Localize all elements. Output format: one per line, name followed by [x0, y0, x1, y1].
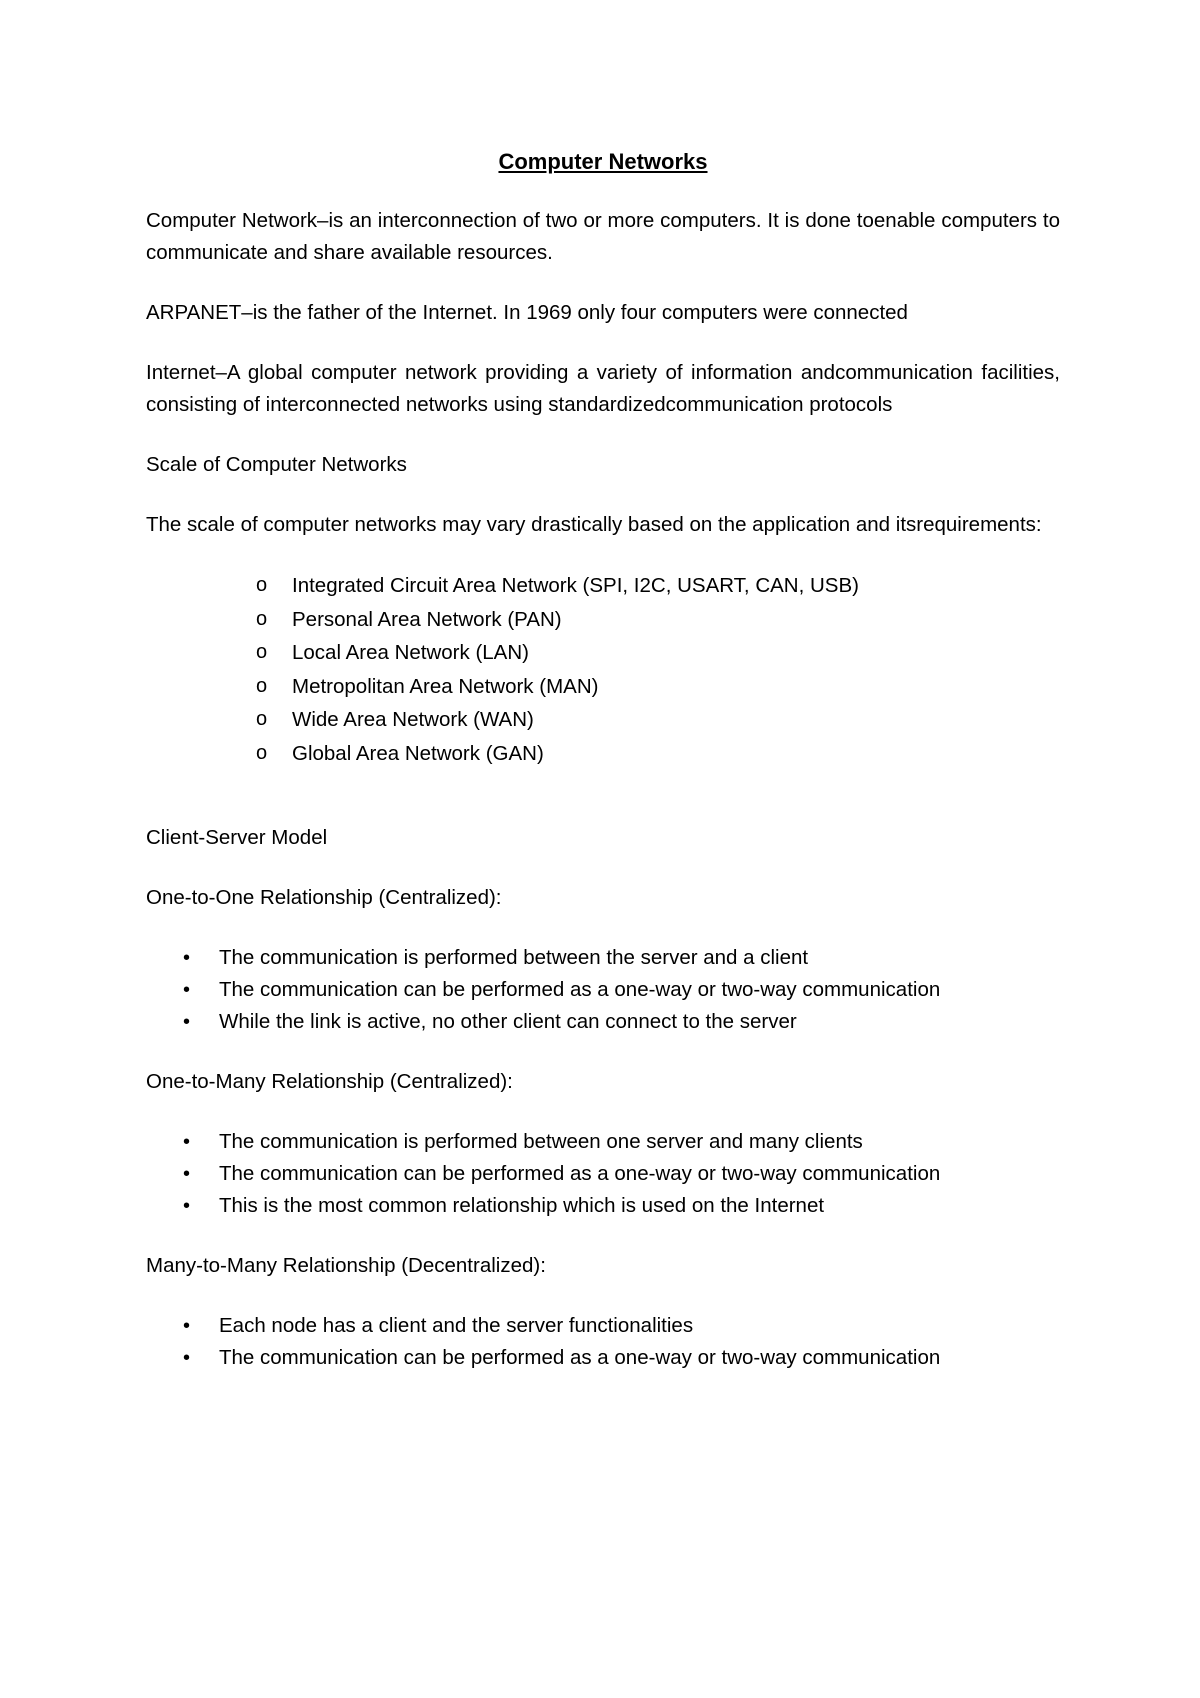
bullet-icon: •	[183, 1163, 191, 1185]
list-item	[146, 737, 1060, 771]
circle-bullet-icon: o	[256, 607, 268, 630]
heading-client-server-model: Client-Server Model	[146, 826, 328, 849]
list-item-text: The communication can be performed as a one-way or two-way communication	[219, 978, 941, 1001]
list-item	[146, 1342, 1060, 1374]
list-item	[146, 974, 1060, 1006]
heading-one-to-one: One-to-One Relationship (Centralized):	[146, 886, 502, 909]
list-item	[146, 703, 1060, 737]
list-item-text: Each node has a client and the server functionalities	[219, 1314, 694, 1337]
list-item-text: Local Area Network (LAN)	[292, 641, 529, 664]
one-to-one-list	[146, 942, 1060, 1038]
bullet-icon: •	[183, 1315, 191, 1337]
list-item	[146, 1006, 1060, 1038]
list-item-text: The communication can be performed as a one-way or two-way communication	[219, 1346, 941, 1369]
list-item-text: Metropolitan Area Network (MAN)	[292, 674, 599, 698]
list-item-text: Integrated Circuit Area Network (SPI, I2C, USART, CAN, USB)	[292, 574, 859, 597]
document-title: Computer Networks	[498, 149, 708, 174]
heading-many-to-many: Many-to-Many Relationship (Decentralized):	[146, 1254, 546, 1277]
paragraph-internet: Internet–A global computer network providing a variety of information andcommunication facilities, consisting of interconnected networks using standardizedcommunication protocols	[146, 361, 1060, 416]
many-to-many-list	[146, 1310, 1060, 1374]
list-item	[146, 1190, 1060, 1222]
circle-bullet-icon: o	[256, 708, 268, 730]
list-item-text: Personal Area Network (PAN)	[292, 607, 562, 631]
list-item-text: The communication can be performed as a one-way or two-way communication	[219, 1162, 941, 1185]
bullet-icon: •	[183, 1195, 191, 1217]
list-item	[146, 569, 1060, 603]
one-to-many-list	[146, 1126, 1060, 1222]
list-item	[146, 1126, 1060, 1158]
list-item-text: This is the most common relationship which is used on the Internet	[219, 1194, 825, 1217]
list-item-text: The communication is performed between the server and a client	[219, 946, 809, 969]
circle-bullet-icon: o	[256, 741, 268, 764]
heading-scale-of-networks: Scale of Computer Networks	[146, 453, 407, 476]
list-item	[146, 670, 1060, 704]
list-item-text: While the link is active, no other client can connect to the server	[219, 1010, 797, 1033]
list-item	[146, 1158, 1060, 1190]
paragraph-scale-intro: The scale of computer networks may vary drastically based on the application and itsrequirements:	[146, 513, 1042, 536]
list-item	[146, 603, 1060, 637]
list-item	[146, 1310, 1060, 1342]
bullet-icon: •	[183, 979, 191, 1001]
circle-bullet-icon: o	[256, 574, 268, 596]
paragraph-arpanet: ARPANET–is the father of the Internet. In 1969 only four computers were connected	[146, 301, 908, 324]
circle-bullet-icon: o	[256, 674, 268, 697]
document-content	[146, 146, 1060, 1402]
list-item-text: Wide Area Network (WAN)	[292, 708, 534, 731]
bullet-icon: •	[183, 1131, 191, 1153]
list-item	[146, 942, 1060, 974]
list-item-text: The communication is performed between one server and many clients	[219, 1130, 863, 1153]
list-item	[146, 636, 1060, 670]
heading-one-to-many: One-to-Many Relationship (Centralized):	[146, 1070, 513, 1093]
circle-bullet-icon: o	[256, 641, 268, 663]
bullet-icon: •	[183, 947, 191, 969]
list-item-text: Global Area Network (GAN)	[292, 741, 544, 765]
bullet-icon: •	[183, 1011, 191, 1033]
bullet-icon: •	[183, 1347, 191, 1369]
paragraph-computer-network: Computer Network–is an interconnection of two or more computers. It is done toenable computers to communicate and share available resources.	[146, 209, 1060, 264]
scale-list	[146, 569, 1060, 770]
